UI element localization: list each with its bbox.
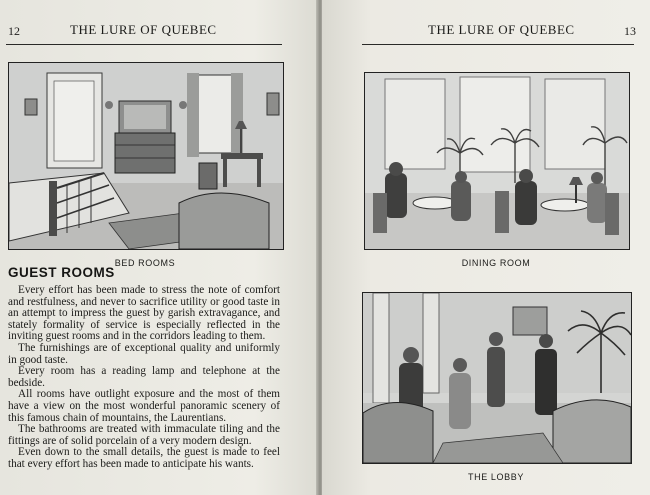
right-head-rule: [362, 44, 634, 45]
right-running-head: THE LURE OF QUEBEC: [428, 22, 575, 37]
dining-room-caption: DINING ROOM: [461, 258, 531, 268]
paragraph: The furnishings are of exceptional quality and uniformly in good taste.: [8, 341, 280, 366]
paragraph: All rooms have outlight exposure and the most of them have a view on the most wonderful panoramic scenery of this famous chain of mountains, the Laurentians.: [8, 388, 280, 424]
bedroom-illustration: [8, 62, 284, 250]
right-page: [322, 0, 650, 495]
body-text: [8, 285, 280, 471]
paragraph: The bathrooms are treated with immaculate tiling and the fittings are of solid porcelain of a very modern design.: [8, 423, 280, 447]
bedroom-caption: BED ROOMS: [114, 258, 176, 268]
paragraph: Every effort has been made to stress the note of comfort and restfulness, and never to sacrifice utility or good taste in an attempt to impress the guest by garish extravagance, and stately formality of service is especially reflected in the inviting guest rooms and in the corridors leading to them.: [8, 284, 280, 343]
dining-room-illustration: [364, 72, 630, 250]
right-page-number: 13: [624, 24, 636, 38]
paragraph: Every room has a reading lamp and telephone at the bedside.: [8, 365, 280, 389]
left-running-head: THE LURE OF QUEBEC: [70, 22, 217, 37]
paragraph: Even down to the small details, the guest is made to feel that every effort has been made to anticipate his wants.: [8, 446, 280, 470]
left-page-number: 12: [8, 24, 20, 38]
lobby-caption: THE LOBBY: [468, 472, 524, 482]
left-page: [0, 0, 318, 495]
left-head-rule: [6, 44, 282, 45]
lobby-illustration: [362, 292, 632, 464]
section-title: GUEST ROOMS: [8, 265, 115, 280]
